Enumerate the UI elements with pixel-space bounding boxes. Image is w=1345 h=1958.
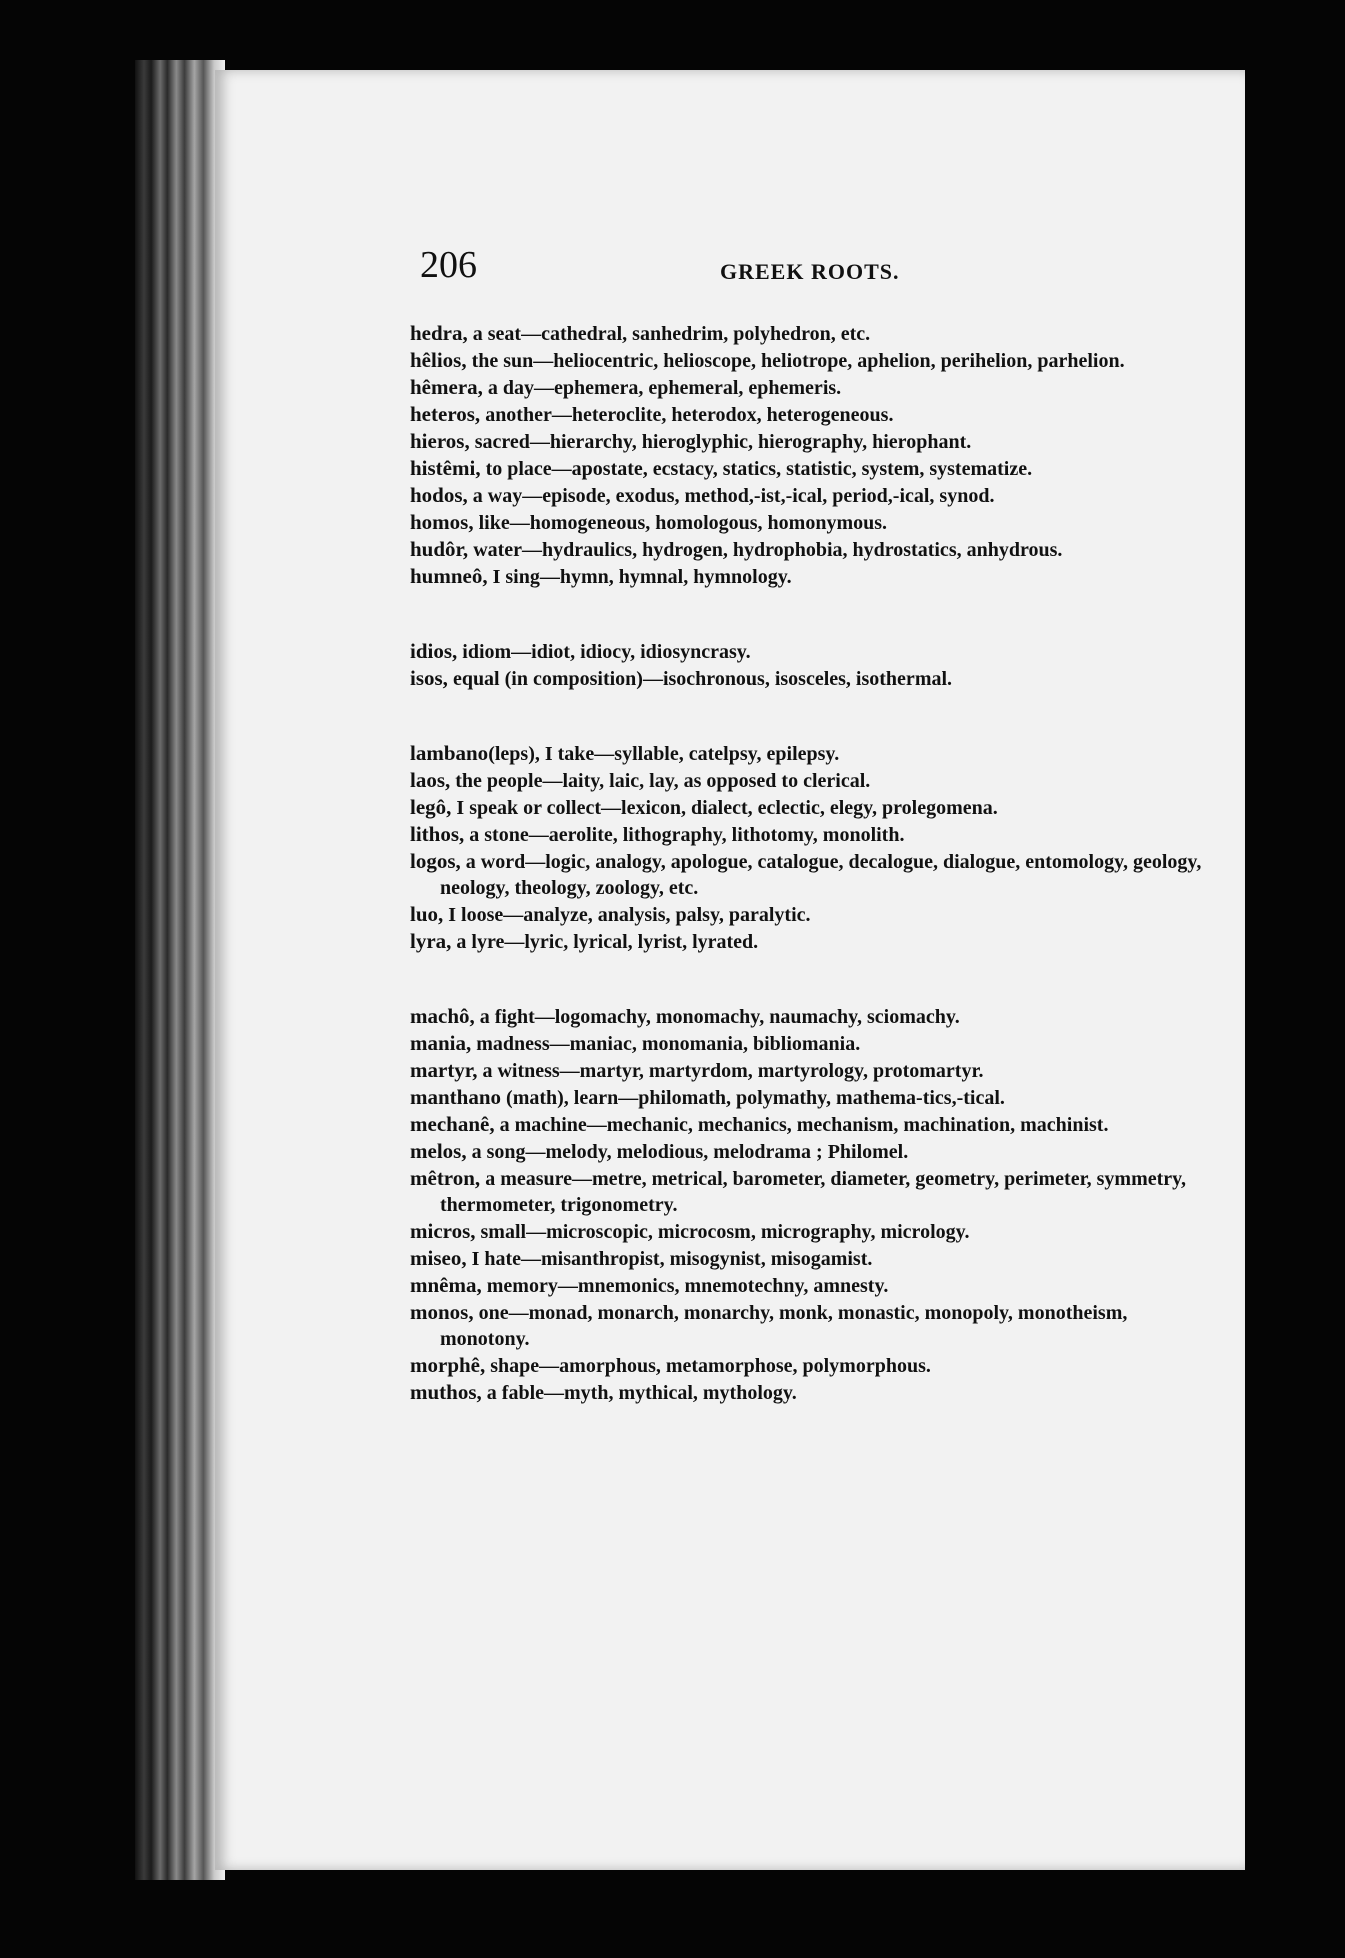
entry-head: mechanê,	[410, 1112, 495, 1136]
entry-head: hodos,	[410, 483, 468, 507]
running-head: GREEK ROOTS.	[720, 259, 900, 284]
entry-head: muthos,	[410, 1380, 482, 1404]
dictionary-entry	[410, 928, 1210, 955]
entry-gloss: the sun—heliocentric, helioscope, heliotrope, aphelion, perihelion, parhelion.	[466, 350, 1125, 372]
entry-gloss: a seat—cathedral, sanhedrim, polyhedron, etc.	[467, 323, 871, 345]
dictionary-entry	[410, 638, 1210, 665]
entry-gloss: I loose—analyze, analysis, palsy, paralytic.	[443, 904, 811, 926]
entry-head: idios,	[410, 639, 458, 663]
entry-group-h	[410, 320, 1210, 590]
entry-head: hudôr,	[410, 537, 469, 561]
dictionary-entry	[410, 1272, 1210, 1299]
entry-gloss: a day—ephemera, ephemeral, ephemeris.	[482, 377, 842, 399]
entry-head: humneô,	[410, 564, 488, 588]
entry-head: luo,	[410, 902, 444, 926]
entry-head: manthano	[410, 1085, 502, 1109]
entry-gloss: I hate—misanthropist, misogynist, misogamist.	[466, 1248, 873, 1270]
entry-head: hêlios,	[410, 348, 467, 372]
page-number: 206	[420, 244, 477, 286]
entry-gloss: a machine—mechanic, mechanics, mechanism, machination, machinist.	[494, 1114, 1109, 1136]
dictionary-entry	[410, 665, 1210, 692]
entry-head: micros,	[410, 1219, 476, 1243]
dictionary-entry	[410, 536, 1210, 563]
entry-gloss: water—hydraulics, hydrogen, hydrophobia, hydrostatics, anhydrous.	[468, 539, 1063, 561]
entry-gloss: memory—mnemonics, mnemotechny, amnesty.	[481, 1275, 889, 1297]
dictionary-entry	[410, 401, 1210, 428]
dictionary-entry	[410, 1352, 1210, 1379]
entry-gloss: (math), learn—philomath, polymathy, mathema-tics,-tical.	[501, 1087, 1005, 1109]
dictionary-entry	[410, 347, 1210, 374]
dictionary-entry	[410, 482, 1210, 509]
entry-gloss: madness—maniac, monomania, bibliomania.	[471, 1033, 861, 1055]
dictionary-entry	[410, 1245, 1210, 1272]
page-edges	[135, 60, 225, 1880]
entry-gloss: another—heteroclite, heterodox, heterogeneous.	[480, 404, 894, 426]
dictionary-entry	[410, 320, 1210, 347]
dictionary-entry	[410, 1165, 1210, 1218]
entry-head: lithos,	[410, 822, 465, 846]
entry-gloss: I speak or collect—lexicon, dialect, eclectic, elegy, prolegomena.	[451, 797, 998, 819]
entry-head: mania,	[410, 1031, 472, 1055]
entry-head: melos,	[410, 1139, 467, 1163]
entry-head: laos,	[410, 768, 451, 792]
entry-head: histêmi,	[410, 456, 481, 480]
entry-gloss: the people—laity, laic, lay, as opposed to clerical.	[450, 770, 871, 792]
entry-gloss: a witness—martyr, martyrdom, martyrology, protomartyr.	[477, 1060, 984, 1082]
entry-head: heteros,	[410, 402, 481, 426]
entry-gloss: idiom—idiot, idiocy, idiosyncrasy.	[457, 641, 751, 663]
dictionary-entry	[410, 1003, 1210, 1030]
entry-head: hieros,	[410, 429, 470, 453]
entry-head: hedra,	[410, 321, 468, 345]
entry-head: hêmera,	[410, 375, 483, 399]
entry-head: mêtron,	[410, 1166, 481, 1190]
entry-group-i	[410, 638, 1210, 692]
dictionary-entry	[410, 455, 1210, 482]
dictionary-entry	[410, 428, 1210, 455]
entry-gloss: sacred—hierarchy, hieroglyphic, hierography, hierophant.	[469, 431, 972, 453]
dictionary-entry	[410, 1218, 1210, 1245]
dictionary-entry	[410, 1379, 1210, 1406]
entry-gloss: a fight—logomachy, monomachy, naumachy, sciomachy.	[474, 1006, 960, 1028]
dictionary-entry	[410, 740, 1210, 767]
dictionary-entry	[410, 374, 1210, 401]
entry-head: homos,	[410, 510, 474, 534]
entry-gloss: a fable—myth, mythical, mythology.	[481, 1382, 797, 1404]
entry-gloss: a song—melody, melodious, melodrama ; Philomel.	[466, 1141, 909, 1163]
entry-gloss: to place—apostate, ecstacy, statics, statistic, system, systematize.	[480, 458, 1033, 480]
entry-gloss: a word—logic, analogy, apologue, catalogue, decalogue, dialogue, entomology, geology, neology, theology, zoology, etc.	[440, 851, 1202, 899]
entry-gloss: a lyre—lyric, lyrical, lyrist, lyrated.	[451, 931, 759, 953]
entry-head: morphê,	[410, 1353, 486, 1377]
entry-gloss: a measure—metre, metrical, barometer, diameter, geometry, perimeter, symmetry, thermometer, trigonometry.	[440, 1168, 1187, 1216]
dictionary-entry	[410, 1138, 1210, 1165]
entry-head: miseo,	[410, 1246, 467, 1270]
dictionary-entry	[410, 848, 1210, 901]
dictionary-entry	[410, 1299, 1210, 1352]
dictionary-entry	[410, 901, 1210, 928]
entry-head: monos,	[410, 1300, 474, 1324]
entry-group-m	[410, 1003, 1210, 1406]
entry-head: machô,	[410, 1004, 475, 1028]
entry-head: mnêma,	[410, 1273, 482, 1297]
dictionary-entry	[410, 794, 1210, 821]
entry-group-l	[410, 740, 1210, 955]
entry-gloss: shape—amorphous, metamorphose, polymorphous.	[485, 1355, 931, 1377]
dictionary-entry	[410, 1057, 1210, 1084]
dictionary-entry	[410, 1084, 1210, 1111]
entry-gloss: a way—episode, exodus, method,-ist,-ical, period,-ical, synod.	[467, 485, 995, 507]
dictionary-entry	[410, 1030, 1210, 1057]
entry-head: lyra,	[410, 929, 452, 953]
entry-gloss: I sing—hymn, hymnal, hymnology.	[487, 566, 792, 588]
entry-head: logos,	[410, 849, 461, 873]
entry-gloss: a stone—aerolite, lithography, lithotomy, monolith.	[464, 824, 905, 846]
dictionary-entry	[410, 563, 1210, 590]
entry-gloss: (leps), I take—syllable, catelpsy, epilepsy.	[488, 743, 840, 765]
entry-gloss: small—microscopic, microcosm, micrography, micrology.	[475, 1221, 970, 1243]
entry-head: legô,	[410, 795, 452, 819]
dictionary-entry	[410, 1111, 1210, 1138]
dictionary-entry	[410, 767, 1210, 794]
entry-gloss: like—homogeneous, homologous, homonymous.	[473, 512, 888, 534]
entry-head: isos,	[410, 666, 448, 690]
dictionary-entry	[410, 509, 1210, 536]
entry-gloss: one—monad, monarch, monarchy, monk, monastic, monopoly, monotheism, monotony.	[440, 1302, 1128, 1350]
entry-head: lambano	[410, 741, 489, 765]
entry-head: martyr,	[410, 1058, 478, 1082]
dictionary-entries	[410, 320, 1210, 1454]
entry-gloss: equal (in composition)—isochronous, isosceles, isothermal.	[447, 668, 953, 690]
page-header	[420, 245, 1060, 295]
dictionary-entry	[410, 821, 1210, 848]
